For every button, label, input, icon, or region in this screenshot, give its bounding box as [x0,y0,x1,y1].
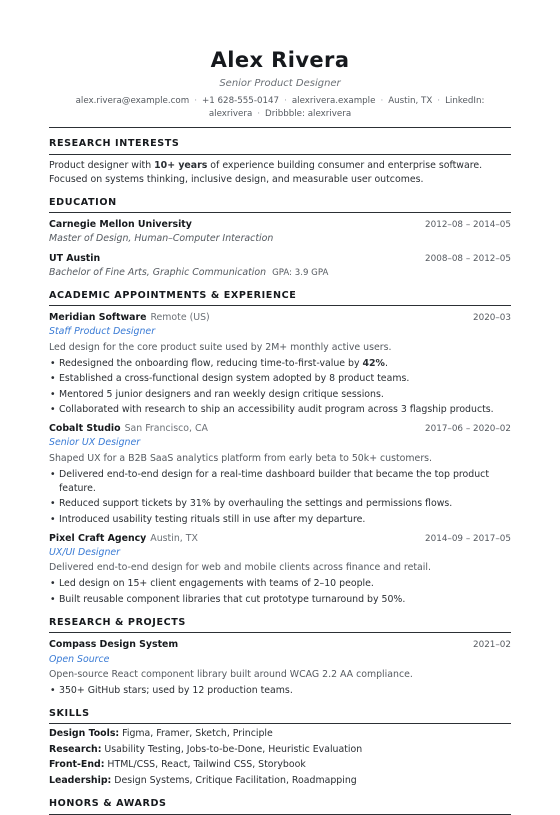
section-heading: HONORS & AWARDS [49,797,511,814]
role-description: Shaped UX for a B2B SaaS analytics platform from early beta to 50k+ customers. [49,452,433,464]
contact-location: Austin, TX [388,96,433,107]
role-description: Led design for the core product suite used by 2M+ monthly active users. [49,341,392,353]
entry-header [49,532,511,546]
experience-list [49,311,511,607]
section-heading: RESEARCH INTERESTS [49,137,511,154]
bullet-text: Redesigned the onboarding flow, reducing time-to-first-value by [59,357,363,369]
bullet-text: Introduced usability testing rituals still in use after my departure. [59,513,366,525]
project-entry [49,638,511,698]
skill-category: Front-End: [49,759,105,771]
gpa-value: GPA: 3.9 GPA [272,267,329,278]
section-heading: EDUCATION [49,196,511,213]
bullet-item [49,497,511,511]
role-description: Delivered end-to-end design for web and mobile clients across finance and retail. [49,562,431,574]
honors-section [49,797,511,814]
section-heading: SKILLS [49,707,511,724]
organization-location: Austin, TX [150,532,198,544]
contact-website[interactable]: alexrivera.example [291,96,376,107]
org-and-location [49,532,198,546]
entry-dates: 2017–06 – 2020–02 [425,424,511,435]
skill-row [49,727,511,741]
bullet-list [49,468,511,527]
entry-dates: 2008–08 – 2012–05 [425,253,511,264]
project-name: Compass Design System [49,639,179,651]
research-interests-section [49,137,511,187]
bullet-text: Reduced support tickets by 31% by overhauling the settings and permissions flows. [59,498,453,510]
contact-dribbble[interactable]: Dribbble: alexrivera [265,109,352,120]
skills-section [49,707,511,788]
organization-location: Remote (US) [150,312,210,324]
education-entry [49,218,511,246]
entry-dates: 2021–02 [473,640,511,651]
skill-category: Research: [49,743,102,755]
candidate-name: Alex Rivera [210,48,350,72]
education-list [49,218,511,280]
skill-row [49,774,511,788]
role-title: UX/UI Designer [49,547,121,559]
project-description: Open-source React component library built around WCAG 2.2 AA compliance. [49,668,413,680]
section-heading: RESEARCH & PROJECTS [49,616,511,633]
section-heading: ACADEMIC APPOINTMENTS & EXPERIENCE [49,289,511,306]
skill-category: Leadership: [49,775,112,787]
skill-row [49,758,511,772]
contact-phone[interactable]: +1 628-555-0147 [201,96,280,107]
bullet-list [49,357,511,418]
entry-header [49,252,511,266]
degree-name: Master of Design, Human–Computer Interaction [49,233,274,245]
bullet-text-end: . [384,357,388,369]
entry-dates: 2020–03 [473,313,511,324]
resume-header [49,48,511,128]
header-divider [49,127,511,128]
contact-linkedin[interactable]: LinkedIn: alexrivera [208,96,485,120]
entry-dates: 2012–08 – 2014–05 [425,220,511,231]
skill-values: Design Systems, Critique Facilitation, Roadmapping [111,775,357,787]
experience-section [49,289,511,607]
bullet-text: Delivered end-to-end design for a real-time dashboard builder that became the top product feature. [59,468,490,494]
org-and-location [49,311,210,325]
contact-line: alex.rivera@example.com · +1 628-555-0147 · alexrivera.example · Austin, TX · LinkedIn: alexrivera · Dribbble: alexrivera [75,96,485,120]
bullet-item [49,513,511,527]
summary-text: Product designer with 10+ years of experience building consumer and enterprise software. Focused on systems thinking, inclusive design, and measurable user outcomes. [49,159,483,185]
bullet-item [49,684,511,698]
organization-name: Meridian Software [49,312,147,324]
organization-location: San Francisco, CA [124,423,208,435]
skills-list [49,727,511,788]
education-section [49,196,511,280]
experience-entry [49,311,511,417]
entry-header [49,218,511,232]
skill-row [49,743,511,757]
entry-header [49,422,511,436]
skill-values: HTML/CSS, React, Tailwind CSS, Storybook [104,759,306,771]
role-title: Senior UX Designer [49,437,141,449]
skill-values: Figma, Framer, Sketch, Principle [119,728,273,740]
school-name: Carnegie Mellon University [49,219,192,231]
bullet-text: Collaborated with research to ship an accessibility audit program across 3 flagship products. [59,404,494,416]
bullet-text: Led design on 15+ client engagements with teams of 2–10 people. [59,578,374,590]
projects-list [49,638,511,698]
bullet-item [49,468,511,496]
bullet-item [49,593,511,607]
bullet-item [49,388,511,402]
bullet-text: Mentored 5 junior designers and ran weekly design critique sessions. [59,388,384,400]
candidate-title: Senior Product Designer [219,78,341,90]
role-title: Staff Product Designer [49,326,156,338]
education-entry [49,252,511,280]
contact-email[interactable]: alex.rivera@example.com [75,96,190,107]
entry-header [49,638,511,652]
organization-name: Pixel Craft Agency [49,532,147,544]
school-name: UT Austin [49,252,101,264]
entry-dates: 2014–09 – 2017–05 [425,533,511,544]
bullet-item [49,403,511,417]
degree-line [49,232,511,246]
bullet-list [49,577,511,607]
organization-name: Cobalt Studio [49,423,121,435]
entry-header [49,311,511,325]
bullet-item [49,372,511,386]
org-and-location [49,422,208,436]
skill-values: Usability Testing, Jobs-to-be-Done, Heuristic Evaluation [101,743,363,755]
bullet-text: 350+ GitHub stars; used by 12 production teams. [59,684,293,696]
projects-section [49,616,511,698]
bullet-item [49,357,511,371]
bullet-highlight: 42% [362,357,385,369]
degree-line [49,266,511,280]
skill-category: Design Tools: [49,728,120,740]
project-type: Open Source [49,653,110,665]
bullet-item [49,577,511,591]
degree-name: Bachelor of Fine Arts, Graphic Communication [49,266,267,278]
bullet-text: Established a cross-functional design system adopted by 8 product teams. [59,373,410,385]
experience-entry [49,532,511,607]
experience-entry [49,422,511,527]
bullet-list [49,684,511,698]
bullet-text: Built reusable component libraries that cut prototype turnaround by 50%. [59,593,406,605]
